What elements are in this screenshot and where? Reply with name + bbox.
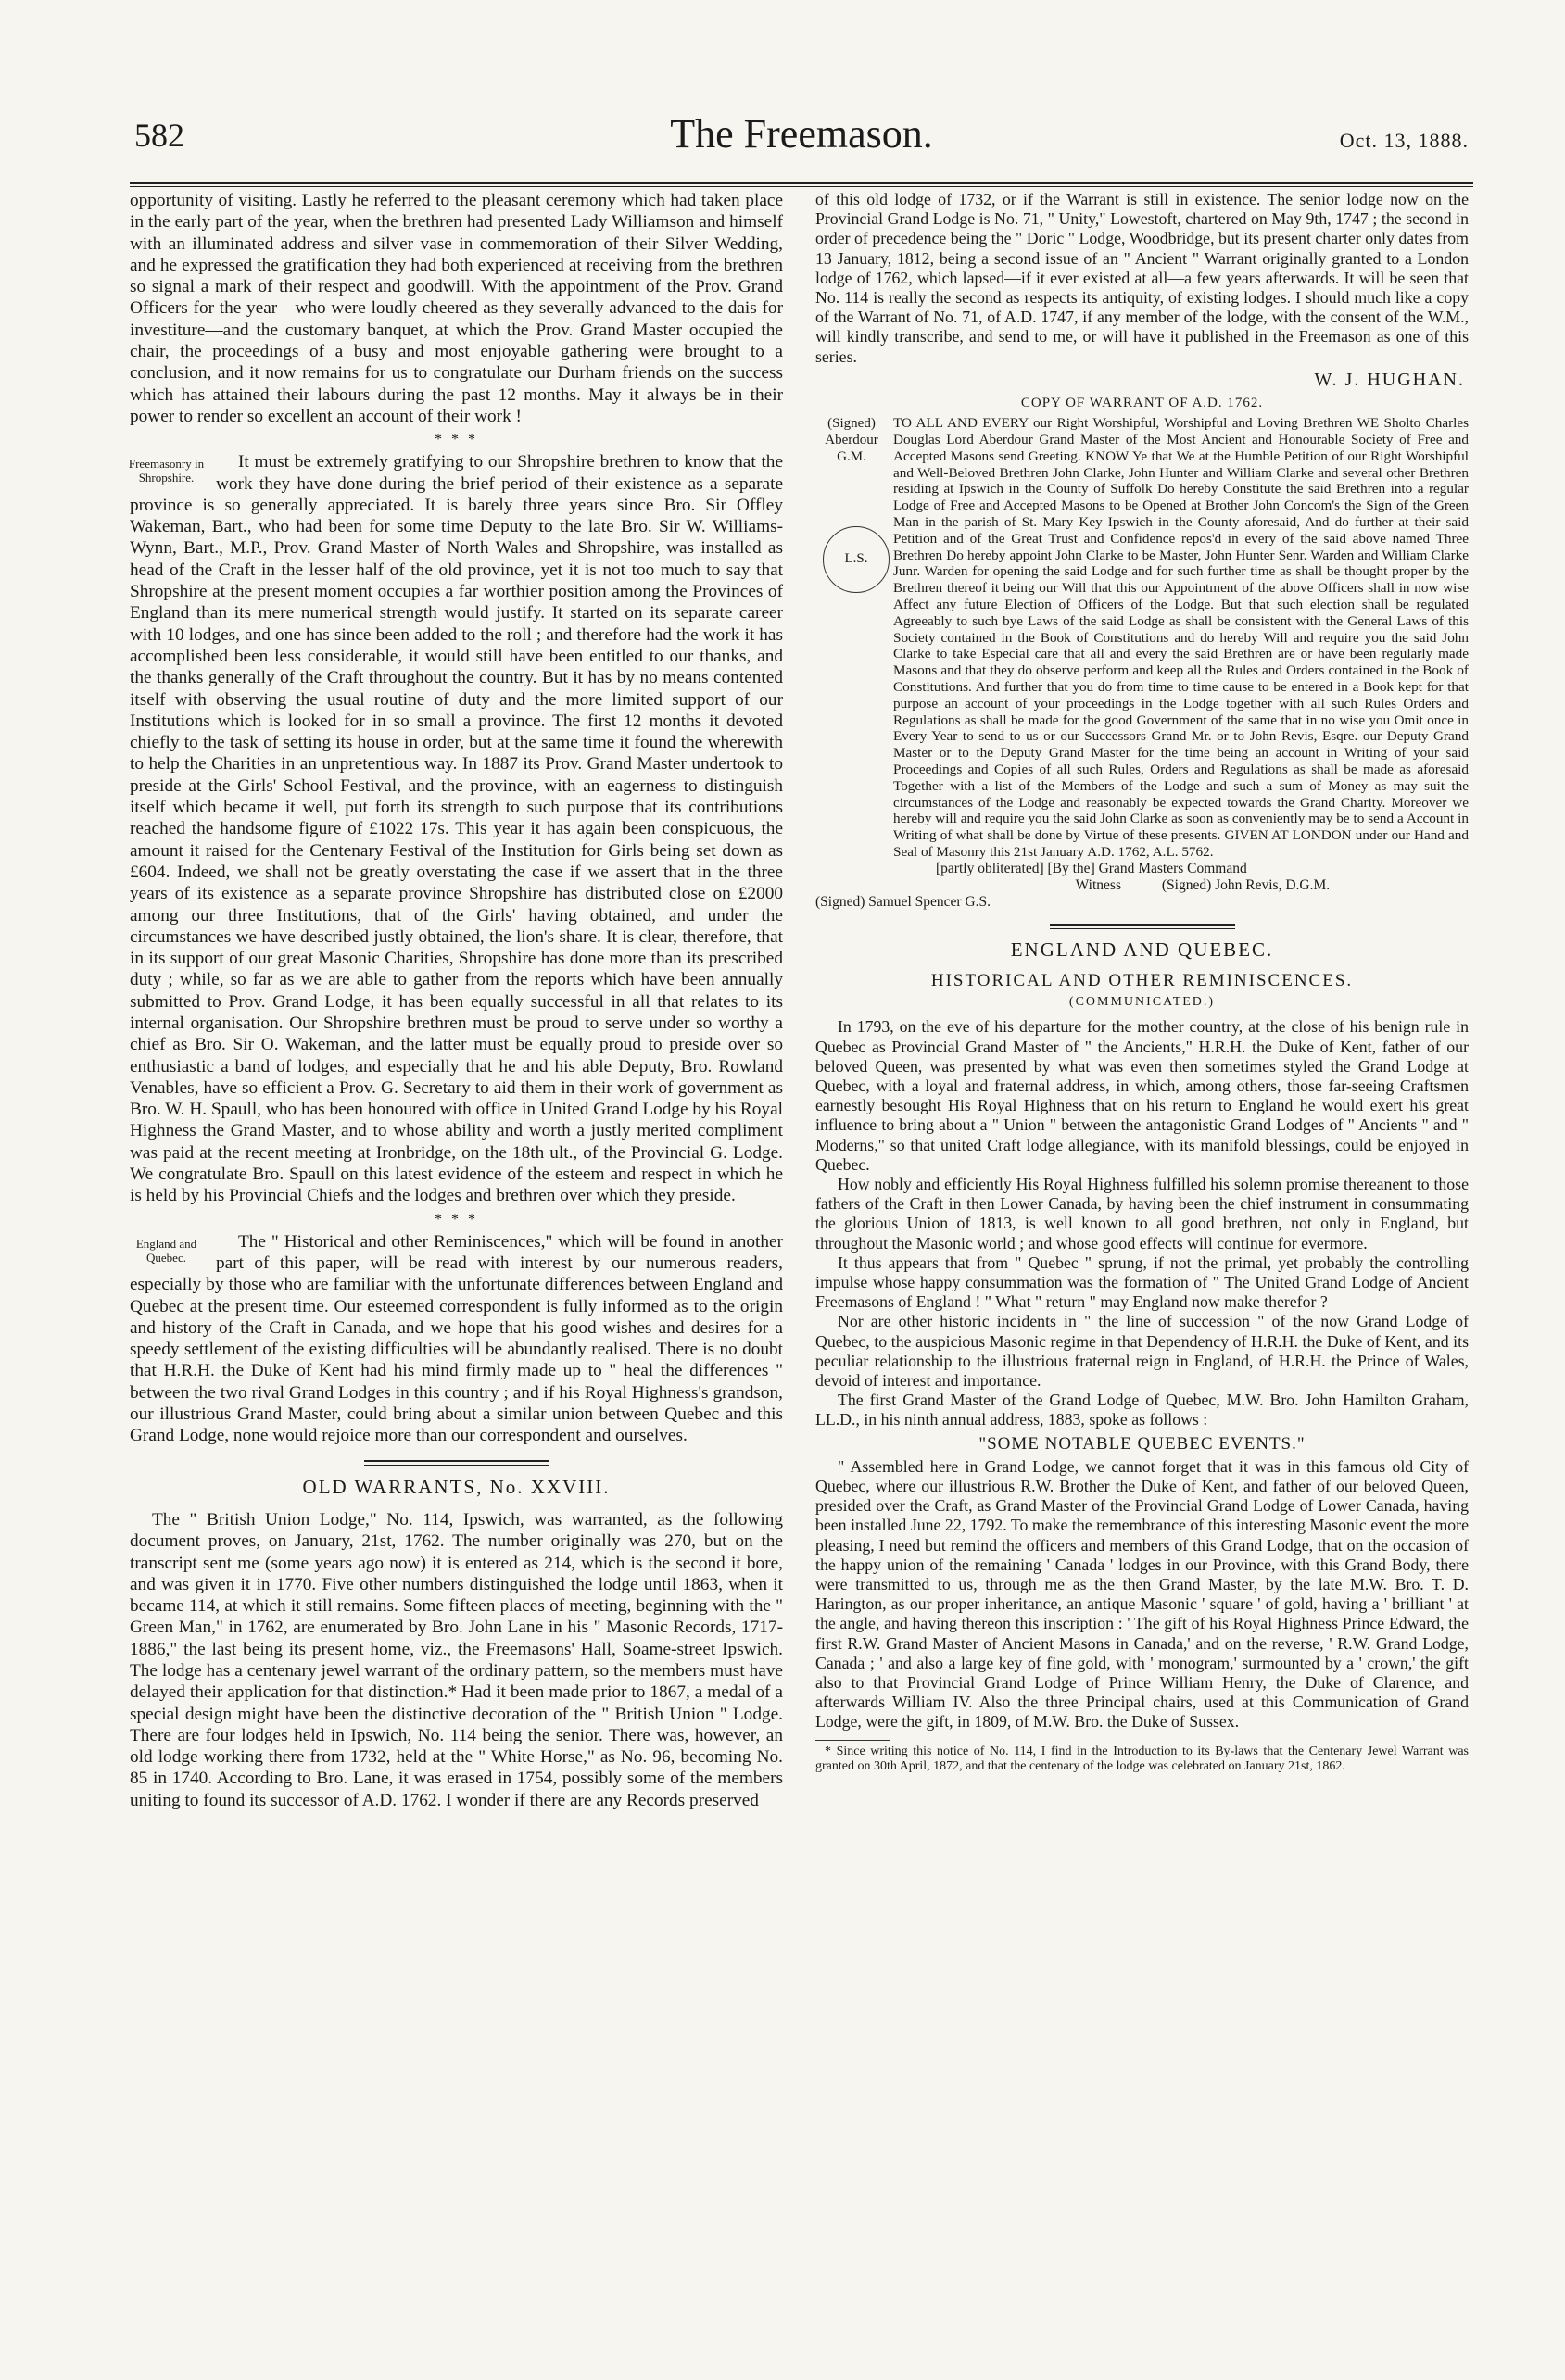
quebec-paragraph-6: " Assembled here in Grand Lodge, we cannot forget that it was in this famous old City of Quebec, where our illustrious R.W. Brother the Duke of Kent, and father of our beloved Queen, presided over the Craft, as Grand Master of the Provincial Grand Lodge of Lower Canada, having been installed June 22, 1792. To make the remembrance of this interesting Masonic event the more pleasing, I need but remind the officers and members of this Grand Lodge, that on the occasion of the happy union of the remaining ' Canada ' lodges in our Province, with this Grand Body, there were transmitted to us, through me as the then Grand Master, by the late M.W. Bro. T. D. Harington, as our proper inheritance, an antique Masonic ' square ' of gold, having a ' brilliant ' at the angle, and having thereon this inscription : ' The gift of his Royal Highness Prince Edward, the first R.W. Grand Master of Ancient Masons in Canada,' and on the reverse, ' R.W. Grand Lodge, Canada ; ' and also a large key of fine gold, with ' monogram,' surmounted by a ' crown,' the gift also to that Provincial Grand Lodge of Prince William Henry, the Duke of Clarence, and afterwards William IV. Also the three Principal chairs, used at this Communication of Grand Lodge, were the gift, in 1809, of M.W. Bro. the Duke of Sussex. bbox=[815, 1456, 1469, 1731]
quebec-paragraph-1: In 1793, on the eve of his departure for the mother country, at the close of his benign rule in Quebec as Provincial Grand Master of " the Ancients," H.R.H. the Duke of Kent, father of our beloved Queen, was presented by what was even then sometimes styled the Grand Lodge at Quebec, with a loyal and fraternal address, in which, among others, those far-seeing Craftsmen earnestly besought His Royal Highness that on his return to England he would exert his great influence to bring about a " Union " between the antagonistic Grand Lodges of " Ancients " and " Moderns," so that united Craft lodge allegiance, with its manifold blessings, could be enjoyed in Quebec. bbox=[815, 1017, 1469, 1174]
witness-label: Witness bbox=[1075, 876, 1121, 893]
header-rule bbox=[130, 182, 1473, 184]
shropshire-side-label: Freemasonry in Shropshire. bbox=[128, 457, 205, 485]
quebec-paragraph-4: Nor are other historic incidents in " the line of succession " of the now Grand Lodge of Quebec, to the auspicious Masonic regime in that Dependency of H.R.H. the Duke of Kent, and its peculiar relationship to the illustrious fraternal reign in England, of H.R.H. the Prince of Wales, devoid of interest and importance. bbox=[815, 1312, 1469, 1391]
communicated-label: (COMMUNICATED.) bbox=[1068, 995, 1216, 1010]
old-warrants-heading: OLD WARRANTS, No. XXVIII. bbox=[302, 1475, 611, 1498]
left-column bbox=[130, 190, 783, 1811]
reminiscences-subheading: HISTORICAL AND OTHER REMINISCENCES. bbox=[930, 970, 1354, 990]
quebec-paragraph-2: How nobly and efficiently His Royal Highness fulfilled his solemn promise thereanent to those fathers of the Craft in then Lower Canada, by having been the chief instrument in consummating the glorious Union of 1813, is well known to all good brethren, not only in England, but throughout the Masonic world ; and whose good effects will continue for evermore. bbox=[815, 1174, 1469, 1253]
england-quebec-heading: ENGLAND AND QUEBEC. bbox=[1010, 938, 1274, 961]
quebec-paragraph-5: The first Grand Master of the Grand Lodge of Quebec, M.W. Bro. John Hamilton Graham, LL.D., in his ninth annual address, 1883, spoke as follows : bbox=[815, 1391, 1469, 1429]
shropshire-article bbox=[130, 451, 783, 1206]
warrant-document bbox=[815, 415, 1469, 861]
seal-circle bbox=[823, 526, 890, 593]
warrant-footer-2 bbox=[815, 877, 1469, 894]
warrant-footer-1: [partly obliterated] [By the] Grand Masters Command bbox=[936, 860, 1247, 876]
page-number: 582 bbox=[134, 117, 184, 154]
masthead-title: The Freemason. bbox=[670, 111, 933, 157]
issue-date: Oct. 13, 1888. bbox=[1339, 129, 1469, 152]
warrant-footer-3: (Signed) Samuel Spencer G.S. bbox=[815, 893, 991, 910]
header-rule-thin bbox=[130, 186, 1473, 187]
warrant-signature-block: (Signed) Aberdour G.M. bbox=[825, 416, 878, 465]
england-quebec-article bbox=[130, 1231, 783, 1447]
asterism-divider-2: * * * bbox=[435, 1211, 478, 1228]
footnote: * Since writing this notice of No. 114, I find in the Introduction to its By-laws that the Centenary Jewel Warrant was granted on 30th April, 1872, and that the centenary of the lodge was celebrated on January 21st, 1862. bbox=[815, 1744, 1469, 1773]
warrant-heading: COPY OF WARRANT OF A.D. 1762. bbox=[1020, 396, 1264, 411]
england-quebec-paragraph: The " Historical and other Reminiscences," which will be found in another part of this paper, will be read with interest by our numerous readers, especially by those who are familiar with the unfortunate differences between England and Quebec at the present time. Our esteemed correspondent is fully informed as to the origin and history of the Craft in Canada, and we hope that his good wishes and desires for a speedy settlement of the existing difficulties will be abundantly realised. There is no doubt that H.R.H. the Duke of Kent had his mind firmly made up to " heal the differences " between the two rival Grand Lodges in this country ; and if his Royal Highness's grandson, our illustrious Grand Master, could bring about a similar union between Quebec and this Grand Lodge, none would rejoice more than our correspondent and ourselves. bbox=[130, 1231, 783, 1446]
quebec-events-heading: "SOME NOTABLE QUEBEC EVENTS." bbox=[978, 1433, 1306, 1454]
seal-label: L.S. bbox=[844, 551, 868, 567]
england-quebec-side-label: England and Quebec. bbox=[135, 1236, 197, 1265]
author-signature: W. J. HUGHAN. bbox=[1314, 369, 1465, 390]
section-rule-right bbox=[1050, 924, 1235, 929]
right-column bbox=[815, 190, 1469, 1774]
deputy-signature: (Signed) John Revis, D.G.M. bbox=[1161, 876, 1331, 893]
durham-paragraph: opportunity of visiting. Lastly he referred to the pleasant ceremony which had taken place in the early part of the year, when the brethren had presented Lady Williamson and himself with an illuminated address and silver vase in commemoration of their Silver Wedding, and he expressed the gratification they had both experienced at receiving from the brethren so signal a mark of their respect and goodwill. With the appointment of the Prov. Grand Officers for the year—who were loudly cheered as they severally advanced to the dais for investiture—and the customary banquet, at which the Prov. Grand Master occupied the chair, the proceedings of a busy and most enjoyable gathering were brought to a conclusion, and it now remains for us to congratulate our Durham friends on the success which has attained their labours during the past 12 months. May it always be in their power to render so excellent an account of their work ! bbox=[130, 191, 783, 426]
warrant-text: TO ALL AND EVERY our Right Worshipful, Worshipful and Loving Brethren WE Sholto Charles Douglas Lord Aberdour Grand Master of the Most Ancient and Honourable Society of Free and Accepted Masons send Greeting. KNOW Ye that We at the Humble Petition of our Right Worshipful and Well-Beloved Brethren John Clarke, John Hunter and William Clarke and several other Brethren residing at Ipswich in the County of Suffolk Do hereby Constitute the said Brethren into a regular Lodge of Free and Accepted Masons to be Opened at Brother John Concom's the Sign of the Green Man in the parish of St. Mary Key Ipswich in the County aforesaid, And do further at their said Petition and of the Great Trust and Confidence repos'd in every of the said above named Three Brethren Do hereby appoint John Clarke to be Master, John Hunter Senr. Warden and William Clarke Junr. Warden for opening the said Lodge and for such further time as shall be thought proper by the Brethren thereof it being our Will that this our Appointment of the above Officers shall in now wise Affect any future Election of Officers of the Lodge. But that such election shall be regulated Agreeably to such bye Laws of the said Lodge as shall be consistent with the General Laws of this Society contained in the Book of Constitutions and do hereby Will and require you the said John Clarke to take Especial care that all and every the said Brethren are or have been regularly made Masons and that they do observe perform and keep all the Rules and Orders contained in the Book of Constitutions. And further that you do from time to time cause to be entered in a Book kept for that purpose an account of your proceedings in the Lodge together with all such Rules Orders and Regulations as shall be made for the good Government of the same that in no wise you Omit once in Every Year to send to us or our Successors Grand Mr. or to John Revis, Esqre. our Deputy Grand Master or to the Deputy Grand Master for the time being an account in Writing of your said Proceedings and Copies of all such Rules, Orders and Regulations as shall be made as aforesaid Together with a list of the Members of the Lodge and such a sum of Money as may suit the circumstances of the Lodge and reasonably be expected towards the Grand Charity. Moreover we hereby will and require you the said John Clarke as soon as conveniently may be to send a Account in Writing of what shall be done by Virtue of these presents. GIVEN AT LONDON under our Hand and Seal of Masonry this 21st January A.D. 1762, A.L. 5762. bbox=[893, 415, 1469, 860]
quebec-paragraph-3: It thus appears that from " Quebec " sprung, if not the primal, yet probably the controlling impulse whose happy consummation was the formation of " The United Grand Lodge of Ancient Freemasons of England ! " What " return " may England now make therefor ? bbox=[815, 1253, 1469, 1312]
asterism-divider: * * * bbox=[435, 432, 478, 448]
warrants-continued-paragraph: of this old lodge of 1732, or if the Warrant is still in existence. The senior lodge now on the Provincial Grand Lodge is No. 71, " Unity," Lowestoft, chartered on May 9th, 1747 ; the second in order of precedence being the " Doric " Lodge, Woodbridge, but its present charter only dates from 13 January, 1812, being a second issue of an " Ancient " Warrant originally granted to a London lodge of 1762, which lapsed—if it ever existed at all—a few years afterwards. It will be seen that No. 114 is really the second as respects its antiquity, of existing lodges. I should much like a copy of the Warrant of No. 71, of A.D. 1747, if any member of the lodge, with the consent of the W.M., will kindly transcribe, and send to me, or will have it published in the Freemason as one of this series. bbox=[815, 190, 1469, 366]
shropshire-paragraph: It must be extremely gratifying to our Shropshire brethren to know that the work they have done during the brief period of their existence as a separate province is so generally appreciated. It is barely three years since Bro. Sir Offley Wakeman, Bart., who had been for some time Deputy to the late Bro. Sir W. Williams-Wynn, Bart., M.P., Prov. Grand Master of North Wales and Shropshire, was installed as head of the Craft in the lesser half of the old province, yet it is not too much to say that Shropshire at the present moment occupies a far worthier position among the Provinces of England than its mere numerical strength would justify. It started on its separate career with 10 lodges, and one has since been added to the roll ; and therefore had the work it has accomplished been less considerable, it would still have been entitled to our thanks, and the thanks generally of the Craft throughout the country. But it has by no means contented itself with observing the usual routine of duty and the more limited support of our Institutions which is looked for in so small a province. The first 12 months it devoted chiefly to the task of setting its house in order, but at the same time it found the wherewith to help the Charities in an unpretentious way. In 1887 its Prov. Grand Master undertook to preside at the Girls' School Festival, and the province, with an eagerness to distinguish itself which became it well, put forth its strength to such purpose that its contributions reached the handsome figure of £1022 17s. This year it has again been conspicuous, the amount it raised for the Centenary Festival of the Institution for Girls being set down as £604. Indeed, we shall not be greatly overstating the case if we assert that in the three years of its existence as a separate province Shropshire has distributed close on £2000 among our three Institutions, that of the Girls' having obtained, and under the circumstances we have described justly obtained, the lion's share. It is clear, therefore, that in its support of our great Masonic Charities, Shropshire has done more than its prescribed duty ; while, so far as we are able to gather from the reports which have been annually submitted to Prov. Grand Lodge, it has been equally successful in all that relates to its internal organisation. Our Shropshire brethren must be proud to serve under so worthy a chief as Bro. Sir O. Wakeman, and the latter must be equally proud to preside over so enthusiastic a band of lodges, and especially that he and his able Deputy, Bro. Rowland Venables, have so efficient a Prov. G. Secretary to aid them in their work of government as Bro. W. H. Spaull, who has been honoured with office in United Grand Lodge by his Royal Highness the Grand Master, and to whose ability and worth a justly merited compliment was paid at the recent meeting at Ironbridge, on the 18th ult., of the Provincial G. Lodge. We congratulate Bro. Spaull on this latest evidence of the esteem and respect in which he is held by his Provincial Chiefs and the lodges and brethren over which they preside. bbox=[130, 452, 783, 1206]
footnote-rule bbox=[815, 1740, 890, 1741]
old-warrants-paragraph: The " British Union Lodge," No. 114, Ipswich, was warranted, as the following document proves, on January, 21st, 1762. The number originally was 270, but on the transcript sent me (some years ago now) it is entered as 214, which is the second it bore, and was given it in 1770. Five other numbers distinguished the lodge until 1863, when it became 114, at which it still remains. Some fifteen places of meeting, beginning with the " Green Man," in 1762, are enumerated by Bro. John Lane in his " Masonic Records, 1717-1886," the last being its present home, viz., the Freemasons' Hall, Soame-street Ipswich. The lodge has a centenary jewel warrant of the ordinary pattern, so the members must have delayed their application for that distinction.* Had it been made prior to 1867, a medal of a special design might have been the distinctive decoration of the " British Union " Lodge. There are four lodges held in Ipswich, No. 114 being the senior. There was, however, an old lodge working there from 1732, held at the " White Horse," as No. 96, becoming No. 85 in 1740. According to Bro. Lane, it was erased in 1754, possibly some of the members uniting to found its successor of A.D. 1762. I wonder if there are any Records preserved bbox=[130, 1509, 783, 1810]
page-header bbox=[134, 111, 1469, 171]
section-rule bbox=[364, 1460, 549, 1466]
